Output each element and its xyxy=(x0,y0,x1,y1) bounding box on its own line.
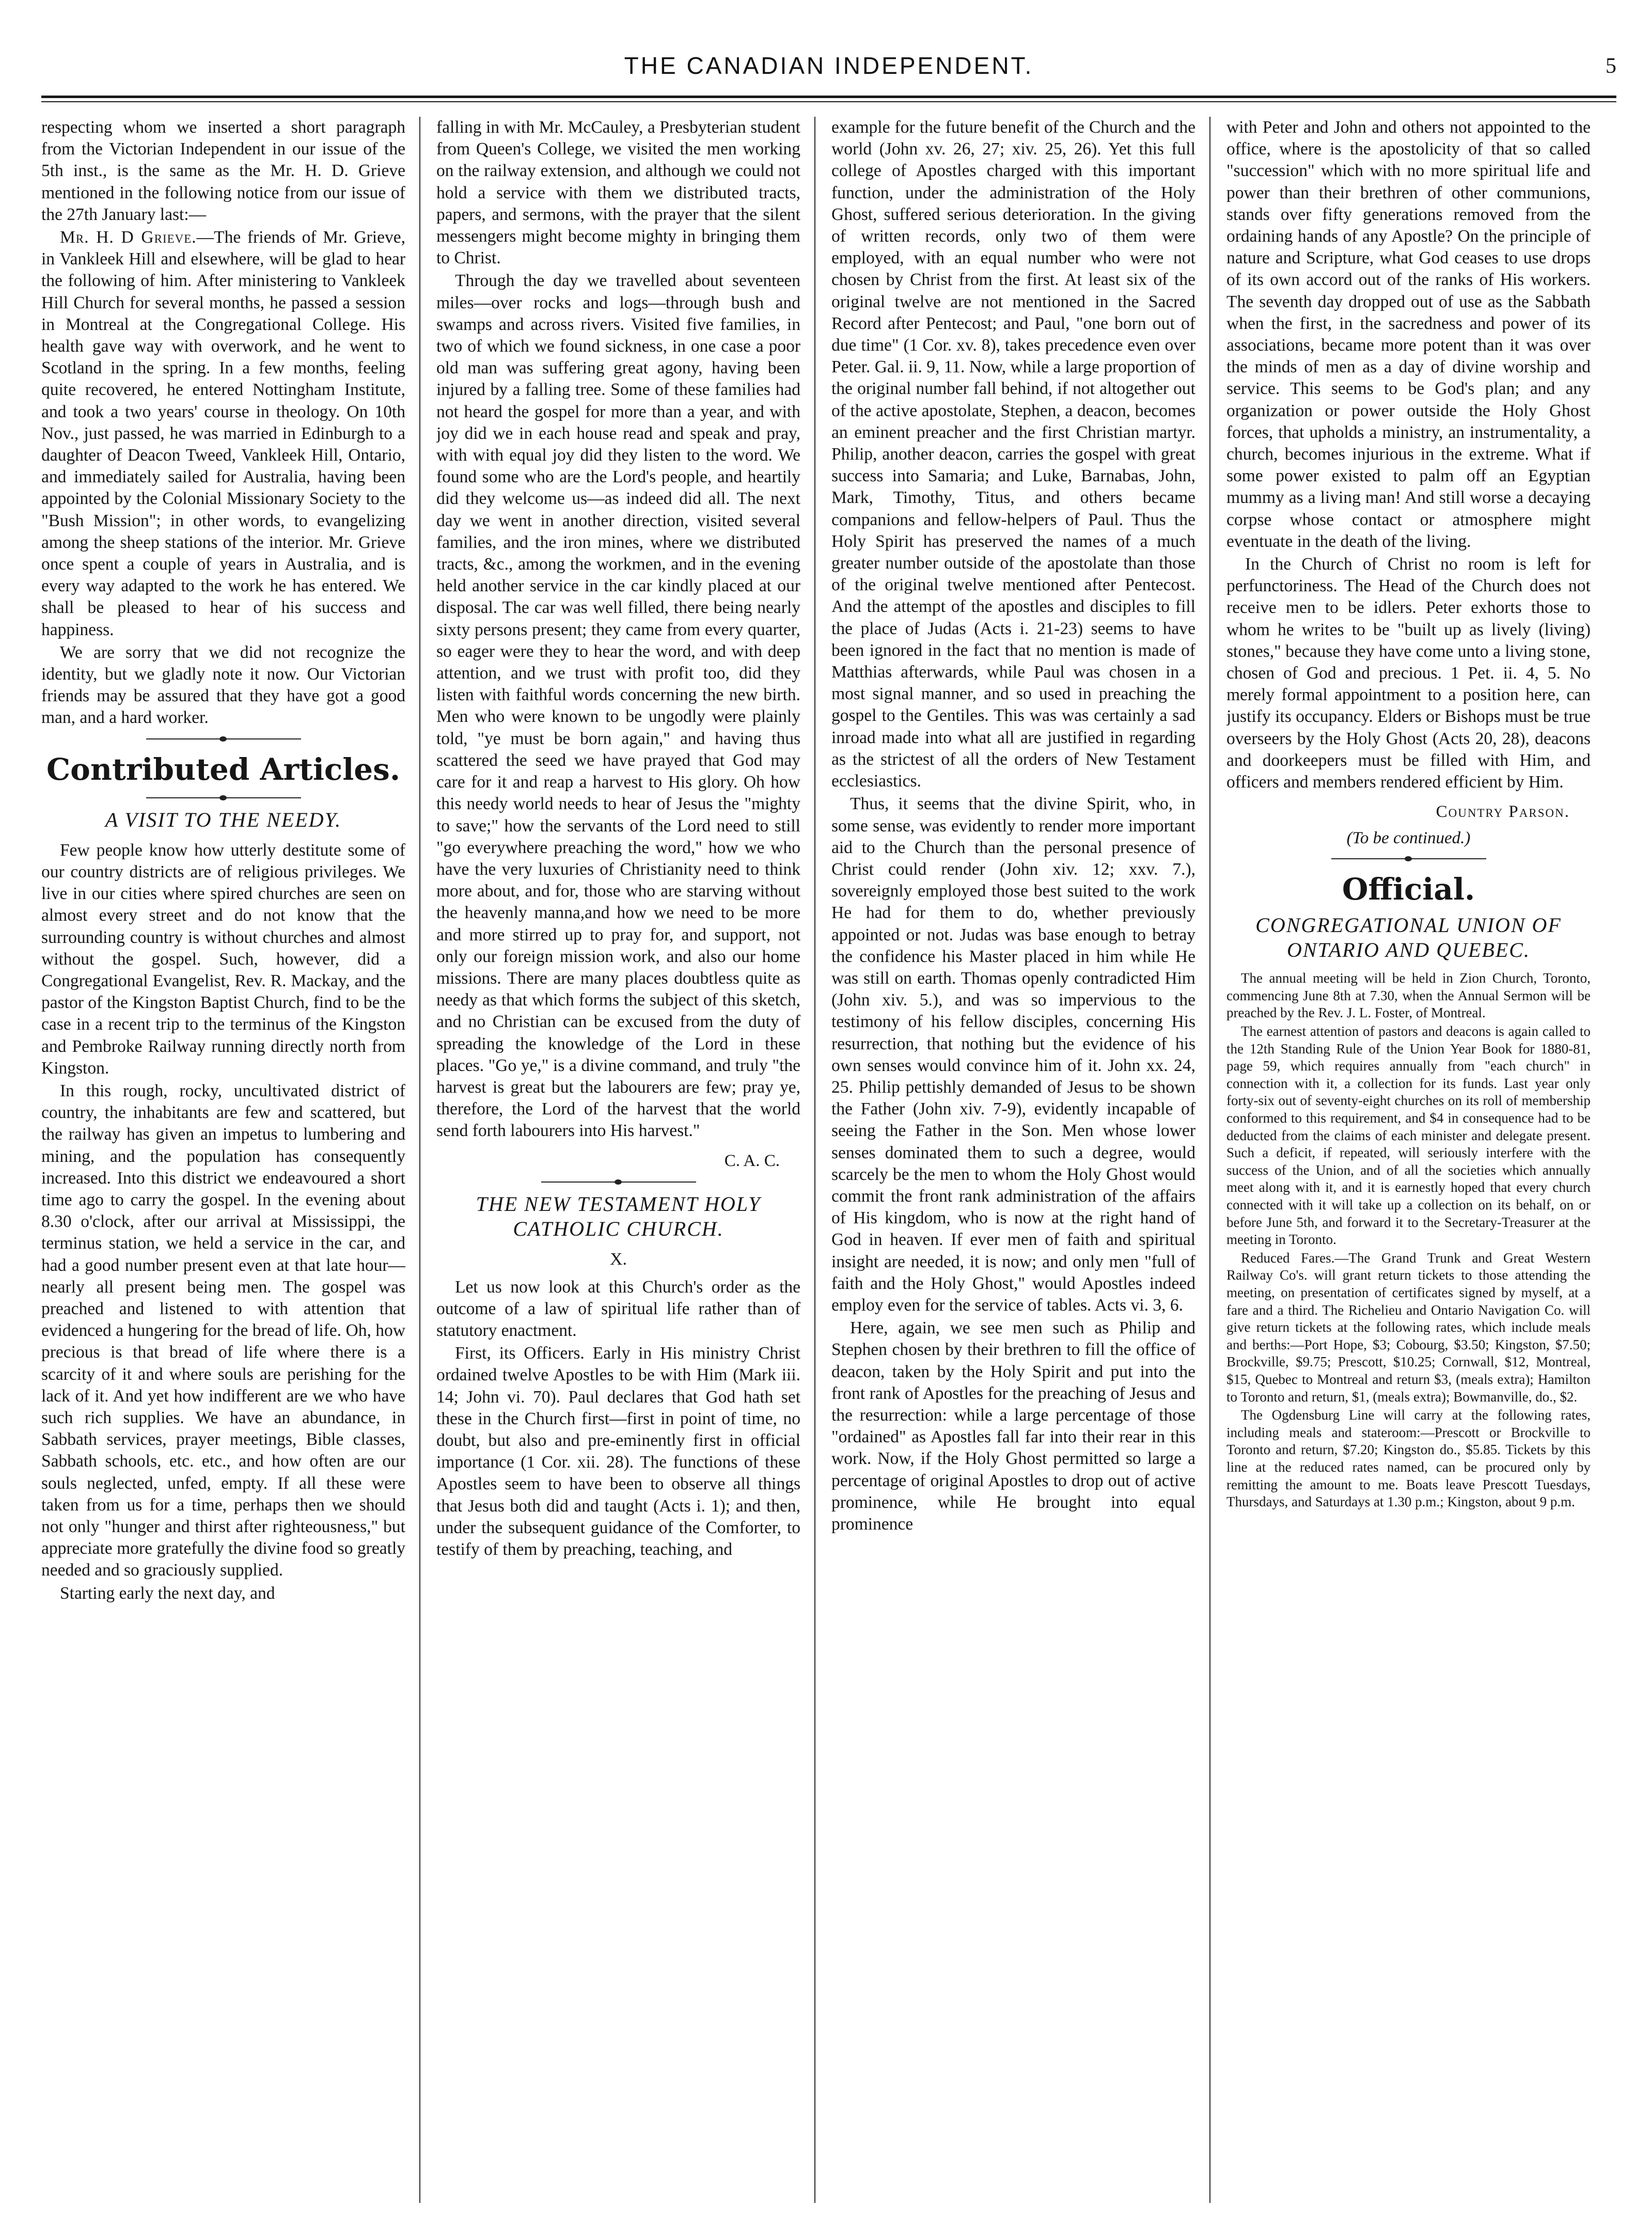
notice-lead: Mr. H. D Grieve. xyxy=(60,228,197,247)
page-header xyxy=(41,31,1616,81)
article-title-congregational-union: CONGREGATIONAL UNION OF ONTARIO AND QUEBEC. xyxy=(1255,913,1562,962)
official-notice xyxy=(1226,970,1591,1510)
article-title-holy-catholic-church: THE NEW TESTAMENT HOLY CATHOLIC CHURCH. xyxy=(476,1192,761,1240)
masthead: THE CANADIAN INDEPENDENT. xyxy=(624,52,1034,79)
column-divider xyxy=(419,117,420,2203)
paragraph: The earnest attention of pastors and deacons is again called to the 12th Standing Rule of the Union Year Book for 1880-81, page 59, which requires annually from "each church" in connection with it, a collection for its funds. Last year only forty-six out of seventy-eight churches on its roll of membership conformed to this requirement, and $4 in consequence had to be deducted from the claims of each minister and delegate present. Such a deficit, if repeated, will seriously interfere with the success of the Union, and of all the societies which annually meet along with it, and it is earnestly hoped that every church connected with it will take up a collection on its behalf, on or before June 5th, and forward it to the Secretary-Treasurer at the meeting in Toronto. xyxy=(1226,1023,1591,1248)
paragraph: Starting early the next day, and xyxy=(60,1583,275,1603)
article-part-number: X. xyxy=(609,1249,627,1269)
paragraph: Reduced Fares.—The Grand Trunk and Great Western Railway Co's. will grant return tickets to those attending the meeting, on presentation of certificates signed by myself, at a fare and a third. The Richelieu and Ontario Navigation Co. will give return tickets at the following rates, which include meals and berths:—Port Hope, $3; Cobourg, $3.50; Kingston, $7.50; Brockville, $9.75; Prescott, $10.25; Cornwall, $12, Montreal, $15, Quebec to Montreal and return $3, (meals extra); Hamilton to Toronto and return, $1, (meals extra); Bowmanville, do., $2. xyxy=(1226,1250,1591,1405)
article-signature: Country Parson. xyxy=(1436,802,1570,822)
paragraph: Few people know how utterly destitute some of our country districts are of religious privileges. We live in our cities where spired churches are seen on almost every street and do not know that the surrounding country is without churches and almost without the gospel. Such, however, did a Congregational Evangelist, Rev. R. Mackay, and the pastor of the Kingston Baptist Church, find to be the case in a recent trip to the terminus of the Kingston and Pembroke Railway running directly north from Kingston. xyxy=(41,840,405,1078)
header-rule-thin xyxy=(41,101,1616,102)
ornamental-divider xyxy=(146,736,301,742)
header-rule-thick xyxy=(41,96,1616,98)
column-3 xyxy=(831,117,1195,2203)
paragraph: Through the day we travelled about seventeen miles—over rocks and logs—through bush and swamps and across rivers. Visited five families, in two of which we found sickness, in one case a poor old man was suffering great agony, having been injured by a falling tree. Some of these families had not heard the gospel for more than a year, and with joy did we in each house read and speak and pray, with with equal joy did they listen to the word. We found some who are the Lord's people, and heartily did they welcome us—as indeed did all. The next day we went in another direction, visited several families, and the iron mines, where we distributed tracts, &c., among the workmen, and in the evening held another service in the car kindly placed at our disposal. The car was well filled, there being nearly sixty persons present; they came from every quarter, so eager were they to hear the word, and with deep attention, and we trust with profit too, did they listen with faithful words concerning the new birth. Men who were known to be ungodly were plainly told, "ye must be born again," and having thus scattered the seed we have prayed that God may care for it and reap a harvest to His glory. Oh how this needy world needs to hear of Jesus the "mighty to save;" how the servants of the Lord need to still "go everywhere preaching the word," how we who have the very luxuries of Christianity need to think more about, and for, those who are starving without the heavenly manna,and how we need to be more and more stirred up to pray for, and support, not only our foreign mission work, and also our home missions. There are many places doubtless quite as needy as that which forms the subject of this sketch, and no Christian can be excused from the duty of spreading the knowledge of the Lord in these places. "Go ye," is a divine command, and truly "the harvest is great but the labourers are few; pray ye, therefore, the Lord of the harvest that the world send forth labourers into His harvest." xyxy=(436,271,800,1141)
paragraph: Here, again, we see men such as Philip and Stephen chosen by their brethren to fill the office of deacon, taken by the Holy Spirit and put into the front rank of Apostles for the preaching of Jesus and the resurrection: while a large percentage of those "ordained" as Apostles fall far into their rear in this work. Now, if the Holy Ghost permitted so large a percentage of original Apostles to drop out of active prominence, while He brought into equal prominence xyxy=(831,1318,1195,1534)
paragraph: Let us now look at this Church's order as the outcome of a law of spiritual life rather than of statutory enactment. xyxy=(436,1277,800,1340)
section-heading-official: Official. xyxy=(1342,872,1475,907)
column-4 xyxy=(1226,117,1591,2203)
paragraph: First, its Officers. Early in His ministry Christ ordained twelve Apostles to be with Him (Mark iii. 14; John vi. 70). Paul declares that God hath set these in the Church first—first in point of time, no doubt, but also and pre-eminently first in official importance (1 Cor. xii. 28). The functions of these Apostles seem to have been to observe all things that Jesus both did and taught (Acts i. 1); and then, under the subsequent guidance of the Comforter, to testify of them by preaching, teaching, and xyxy=(436,1344,800,1559)
paragraph: The annual meeting will be held in Zion Church, Toronto, commencing June 8th at 7.30, when the Annual Sermon will be preached by the Rev. J. L. Foster, of Montreal. xyxy=(1226,970,1591,1021)
paragraph: falling in with Mr. McCauley, a Presbyterian student from Queen's College, we visited the men working on the railway extension, and although we could not hold a service with them we distributed tracts, papers, and sermons, with the prayer that the silent messengers might become mighty in bringing them to Christ. xyxy=(436,118,800,268)
column-1 xyxy=(41,117,405,2203)
paragraph: with Peter and John and others not appointed to the office, where is the apostolicity of that so called "succession" which with no more spiritual life and power than their brethren of other communions, stands over fifty generations removed from the ordaining hands of any Apostle? On the principle of nature and Scripture, what God ceases to use drops of its own accord out of the ranks of His workers. The seventh day dropped out of use as the Sabbath when the first, in the sacredness and power of its associations, became more potent than it was over the minds of men as a day of divine worship and service. This seems to be God's plan; and any organization or power outside the Holy Ghost forces, that upholds a ministry, an instrumentality, a church, becomes injurious in the extreme. What if some power existed to palm off an Egyptian mummy as a living man! And still worse a decaying corpse whose contact or atmosphere might eventuate in the death of the living. xyxy=(1226,118,1591,551)
article-signature: C. A. C. xyxy=(724,1151,780,1170)
notice-paragraph xyxy=(41,227,405,641)
paragraph: The Ogdensburg Line will carry at the following rates, including meals and stateroom:—Prescott or Brockville to Toronto and return, $7.20; Kingston do., $5.85. Tickets by this line at the reduced rates named, can be procured only by remitting the amount to me. Boats leave Prescott Tuesdays, Thursdays, and Saturdays at 1.30 p.m.; Kingston, about 9 p.m. xyxy=(1226,1407,1591,1510)
column-divider xyxy=(1209,117,1210,2203)
page-number: 5 xyxy=(1606,54,1616,78)
notice-body: —The friends of Mr. Grieve, in Vankleek Hill and elsewhere, will be glad to hear the following of him. After ministering to Vankleek Hill Church for several months, he passed a session in Montreal at the Congregational College. His health gave way with overwork, and he went to Scotland in the spring. In a few months, feeling quite recovered, he entered Nottingham Institute, and took a two years' course in theology. On 10th Nov., just passed, he was married in Edinburgh to a daughter of Deacon Tweed, Vankleek Hill, Ontario, and immediately sailed for Australia, having been appointed by the Colonial Missionary Society to the "Bush Mission"; in other words, to evangelizing among the sheep stations of the interior. Mr. Grieve once spent a couple of years in Australia, and is every way adapted to the work he has entered. We shall be pleased to hear of his success and happiness. xyxy=(41,228,405,639)
paragraph: respecting whom we inserted a short paragraph from the Victorian Independent in our issue of the 5th inst., is the same as the Mr. H. D. Grieve mentioned in the following notice from our issue of the 27th January last:— xyxy=(41,118,405,224)
paragraph: Thus, it seems that the divine Spirit, who, in some sense, was evidently to render more important aid to the Church than the personal presence of Christ could render (John xiv. 12; xxv. 7.), sovereignly employed those best suited to the work He had for them to do, whether previously appointed or not. Judas was base enough to betray the confidence his Master placed in him while He was still on earth. Thomas openly contradicted Him (John xiv. 5.), and was so impervious to the testimony of his fellow disciples, concerning His resurrection, that nothing but the evidence of his own senses would convince him of it. John xx. 24, 25. Philip pettishly demanded of Jesus to be shown the Father (John xiv. 7-9), evidently incapable of seeing the Father in the Son. Men whose lower senses dominated them to such a degree, would scarcely be the men to whom the Holy Ghost would commit the front rank administration of the affairs of His kingdom, who is now at the right hand of God in heaven. If ever men of faith and spiritual insight are needed, it is now; and only men "full of faith and the Holy Ghost," would Apostles indeed employ even for the service of tables. Acts vi. 3, 6. xyxy=(831,794,1195,1315)
paragraph: example for the future benefit of the Church and the world (John xv. 26, 27; xiv. 25, 26). Yet this full college of Apostles charged with this important function, under the administration of the Holy Ghost, suffered serious deterioration. In the giving of written records, only two of them were employed, with an equal number who were not chosen by Christ from the first. At least six of the original twelve are not mentioned in the Sacred Record after Pentecost; and Paul, "one born out of due time" (1 Cor. xv. 8), takes precedence even over Peter. Gal. ii. 9, 11. Now, while a large proportion of the original number fall behind, if not altogether out of the active apostolate, Stephen, a deacon, becomes an eminent preacher and the first Christian martyr. Philip, another deacon, carries the gospel with great success into Samaria; and Luke, Barnabas, John, Mark, Timothy, Titus, and others became companions and fellow-helpers of Paul. Thus the Holy Spirit has preserved the names of a much greater number outside of the apostolate than those of the original twelve mentioned after Pentecost. And the attempt of the apostles and disciples to fill the place of Judas (Acts i. 21-23) seems to have been ignored in the fact that no mention is made of Matthias afterwards, while Paul was chosen in a most signal manner, and so used in preaching the gospel to the Gentiles. This was was certainly a sad inroad made into what all are justified in regarding as the strictest of all the orders of New Testament ecclesiastics. xyxy=(831,118,1195,791)
paragraph: We are sorry that we did not recognize the identity, but we gladly note it now. Our Victorian friends may be assured that they have got a good man, and a hard worker. xyxy=(41,642,405,728)
ornamental-divider xyxy=(1331,856,1486,861)
section-heading-contributed-articles: Contributed Articles. xyxy=(46,751,401,787)
paragraph: In this rough, rocky, uncultivated district of country, the inhabitants are few and scattered, but the railway has given an impetus to lumbering and mining, and the population has consequently increased. Into this district we endeavoured a short time ago to carry the gospel. In the evening about 8.30 o'clock, after our arrival at Mississippi, the terminus station, we held a service in the car, and had a good number present even at that late hour—nearly all present being men. The gospel was preached and listened to with attention that evidenced a hungering for the bread of life. Oh, how precious is that bread of life where there is a scarcity of it and where souls are perishing for the lack of it. And yet how indifferent are we who have such rich supplies. We have an abundance, in Sabbath services, prayer meetings, Bible classes, Sabbath schools, etc. etc., and how often are our souls neglected, unfed, empty. If all these were taken from us for a time, perhaps then we should not only "hunger and thirst after righteousness," but appreciate more gratefully the divine food so greatly needed and so graciously supplied. xyxy=(41,1081,405,1580)
ornamental-divider xyxy=(146,795,301,800)
continued-note: (To be continued.) xyxy=(1346,829,1471,848)
ornamental-divider xyxy=(541,1179,696,1185)
column-divider xyxy=(814,117,815,2203)
article-title-visit-to-the-needy: A VISIT TO THE NEEDY. xyxy=(105,808,342,831)
paragraph: In the Church of Christ no room is left for perfunctoriness. The Head of the Church does not receive men to be idlers. Peter exhorts those to whom he writes to be "built up as lively (living) stones," because they have come unto a living stone, chosen of God and precious. 1 Pet. ii. 4, 5. No merely formal appointment to a position here, can justify its occupancy. Elders or Bishops must be true overseers by the Holy Ghost (Acts 20, 28), deacons and doorkeepers must be filled with Him, and officers and members rendered efficient by Him. xyxy=(1226,555,1591,792)
column-2 xyxy=(436,117,800,2203)
